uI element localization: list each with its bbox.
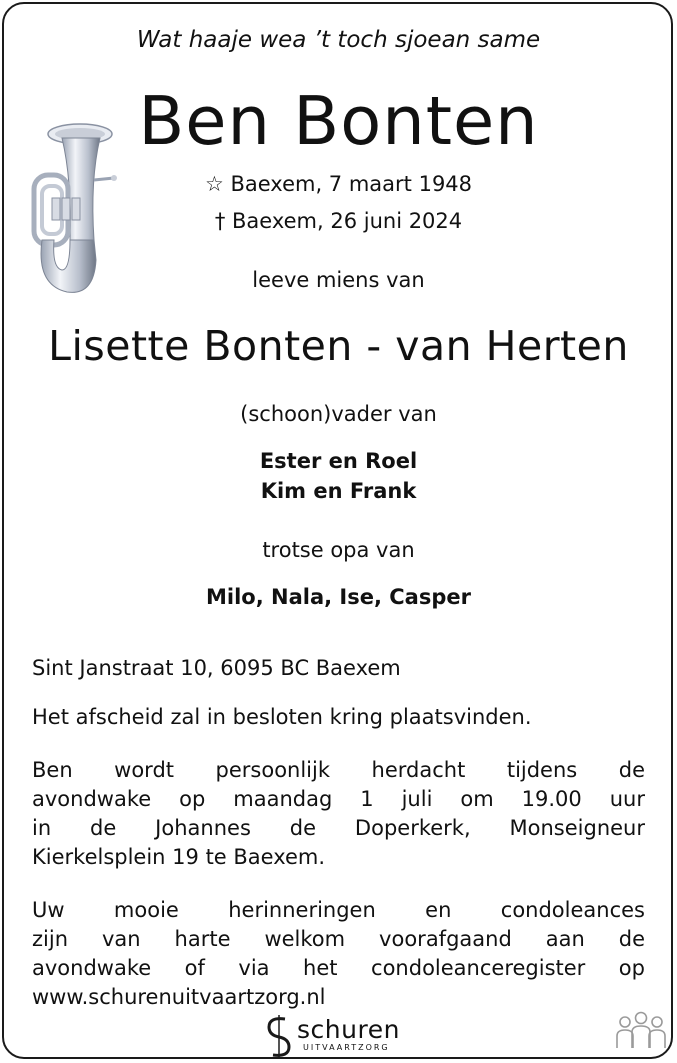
home-address: Sint Janstraat 10, 6095 BC Baexem	[32, 656, 401, 680]
children-intro: (schoon)vader van	[240, 402, 437, 426]
grandchildren-intro: trotse opa van	[262, 538, 415, 562]
grandchildren-names: Milo, Nala, Ise, Casper	[206, 585, 471, 609]
birth-date: ☆ Baexem, 7 maart 1948	[204, 172, 473, 196]
death-date: † Baexem, 26 juni 2024	[214, 209, 463, 233]
vigil-line: Kierkelsplein 19 te Baexem.	[32, 845, 326, 869]
logo-name: schuren	[297, 1015, 400, 1044]
vigil-line: avondwake op maandag 1 juli om 19.00 uur	[32, 787, 645, 811]
schuren-s-icon	[263, 1013, 295, 1059]
motto: Wat haaje wea ’t toch sjoean same	[136, 27, 541, 53]
people-icon	[615, 1008, 667, 1050]
condolences-paragraph	[32, 896, 645, 1012]
schuren-logo	[263, 1013, 423, 1059]
logo-subtitle: UITVAARTZORG	[303, 1043, 390, 1052]
condolences-line: Uw mooie herinneringen en condoleances	[32, 898, 645, 922]
deceased-name: Ben Bonten	[138, 82, 539, 160]
condolences-url[interactable]: www.schurenuitvaartzorg.nl	[32, 985, 326, 1009]
spouse-intro: leeve miens van	[252, 268, 425, 292]
vigil-paragraph	[32, 756, 645, 872]
condolences-line: avondwake of via het condoleanceregister op	[32, 956, 645, 980]
vigil-line: in de Johannes de Doperkerk, Monseigneur	[32, 816, 645, 840]
condolences-line: zijn van harte welkom voorafgaand aan de	[32, 927, 645, 951]
farewell-paragraph: Het afscheid zal in besloten kring plaatsvinden.	[32, 705, 532, 729]
vigil-line: Ben wordt persoonlijk herdacht tijdens de	[32, 758, 645, 782]
child-couple: Ester en Roel	[259, 449, 418, 473]
child-couple: Kim en Frank	[260, 479, 417, 503]
spouse-name: Lisette Bonten - van Herten	[48, 322, 629, 370]
